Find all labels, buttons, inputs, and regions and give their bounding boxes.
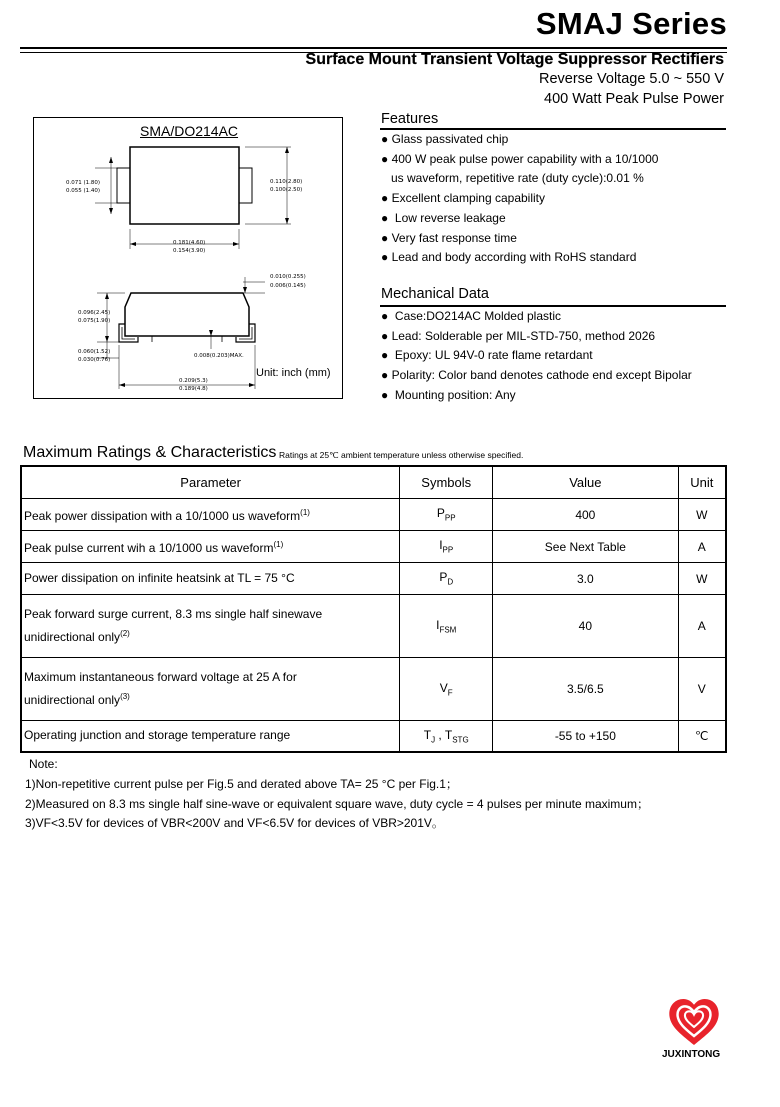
symbol-subscript: J xyxy=(431,734,436,744)
brand-name: JUXINTONG xyxy=(662,1049,721,1060)
dim-lead-thickness-min: 0.006(0.145) xyxy=(270,283,306,289)
table-header-row xyxy=(21,466,726,499)
table-row xyxy=(21,595,726,658)
row-value: -55 to +150 xyxy=(493,721,678,752)
parameter-text: Peak forward surge current, 8.3 ms single half sinewave xyxy=(24,607,323,621)
features-heading: Features xyxy=(381,111,439,127)
dim-body-height-min: 0.100(2.50) xyxy=(270,187,303,193)
dim-height-max: 0.096(2.45) xyxy=(78,310,111,316)
symbol-text-2: , T xyxy=(435,727,453,742)
package-name: SMA/DO214AC xyxy=(140,123,239,139)
symbol-text: V xyxy=(439,680,448,695)
features-list xyxy=(381,130,658,268)
dim-foot-max: 0.060(1.52) xyxy=(78,349,111,355)
header-rule xyxy=(20,47,727,49)
ratings-table xyxy=(20,465,727,753)
note-item: 2)Measured on 8.3 ms single half sine-wave or equivalent square wave, duty cycle = 4 pulses per minute maximum； xyxy=(25,796,649,811)
mechanical-item: ● Mounting position: Any xyxy=(381,387,516,402)
unit-label: Unit: inch (mm) xyxy=(256,367,331,379)
feature-item: ● Glass passivated chip xyxy=(381,132,509,146)
row-value: See Next Table xyxy=(493,531,678,563)
row-value: 3.5/6.5 xyxy=(493,658,678,721)
document-subtitle: Surface Mount Transient Voltage Suppressor Rectifiers xyxy=(305,51,724,68)
mechanical-heading: Mechanical Data xyxy=(381,286,489,302)
row-parameter xyxy=(21,595,400,658)
symbol-text: P xyxy=(436,506,445,521)
row-unit: ℃ xyxy=(678,721,726,752)
row-unit: W xyxy=(678,499,726,531)
symbol-text: P xyxy=(439,570,448,585)
note-item: 1)Non-repetitive current pulse per Fig.5 and derated above TA= 25 °C per Fig.1； xyxy=(25,776,458,791)
feature-item: ● 400 W peak pulse power capability with a 10/1000 xyxy=(381,151,659,166)
symbol-subscript: PP xyxy=(442,545,454,555)
row-symbol xyxy=(400,563,493,595)
dim-total-length-max: 0.209(5.3) xyxy=(179,378,208,384)
notes-section xyxy=(25,755,649,834)
row-symbol xyxy=(400,721,493,752)
row-parameter xyxy=(21,531,400,563)
parameter-text: Maximum instantaneous forward voltage at 25 A for xyxy=(24,670,297,684)
parameter-text: Peak pulse current wih a 10/1000 us waveform xyxy=(24,541,274,555)
peak-power: 400 Watt Peak Pulse Power xyxy=(544,91,724,107)
dim-body-height-max: 0.110(2.80) xyxy=(270,179,303,185)
dim-lead-thickness-max: 0.010(0.255) xyxy=(270,274,306,280)
row-symbol xyxy=(400,658,493,721)
dim-standoff: 0.008(0.203)MAX. xyxy=(194,353,244,359)
row-symbol xyxy=(400,531,493,563)
dim-total-length-min: 0.189(4.8) xyxy=(179,386,208,392)
footnote-ref: (1) xyxy=(300,508,310,517)
note-item: 3)VF<3.5V for devices of VBR<200V and VF<6.5V for devices of VBR>201V。 xyxy=(25,816,444,831)
parameter-text: Operating junction and storage temperature range xyxy=(24,728,291,743)
row-value: 400 xyxy=(493,499,678,531)
parameter-text: Peak power dissipation with a 10/1000 us waveform xyxy=(24,509,301,523)
feature-item: us waveform, repetitive rate (duty cycle):0.01 % xyxy=(381,171,644,186)
row-unit: W xyxy=(678,563,726,595)
feature-item: ● Low reverse leakage xyxy=(381,210,506,225)
notes-heading: Note: xyxy=(29,757,58,771)
column-header-parameter: Parameter xyxy=(21,466,400,499)
mechanical-item: ● Lead: Solderable per MIL-STD-750, method 2026 xyxy=(381,328,656,343)
mechanical-item: ● Epoxy: UL 94V-0 rate flame retardant xyxy=(381,348,593,363)
dim-lead-width-max: 0.071 (1.80) xyxy=(66,180,101,186)
row-parameter xyxy=(21,658,400,721)
dim-lead-width-min: 0.055 (1.40) xyxy=(66,188,101,194)
mechanical-item: ● Case:DO214AC Molded plastic xyxy=(381,309,561,323)
brand-heart-logo-icon xyxy=(666,996,722,1048)
document-title: SMAJ Series xyxy=(535,6,727,41)
feature-item: ● Lead and body according with RoHS standard xyxy=(381,250,637,265)
row-unit: A xyxy=(678,595,726,658)
column-header-unit: Unit xyxy=(678,466,726,499)
parameter-text-line2: unidirectional only xyxy=(24,693,121,707)
dim-body-length-max: 0.181(4.60) xyxy=(173,240,206,246)
row-unit: V xyxy=(678,658,726,721)
feature-item: ● Excellent clamping capability xyxy=(381,191,545,206)
symbol-subscript: PP xyxy=(444,513,456,523)
footnote-ref: (3) xyxy=(120,692,130,701)
dim-height-min: 0.075(1.90) xyxy=(78,318,111,324)
row-symbol xyxy=(400,499,493,531)
reverse-voltage: Reverse Voltage 5.0 ~ 550 V xyxy=(538,71,724,87)
footnote-ref: (2) xyxy=(120,629,130,638)
symbol-subscript: F xyxy=(447,688,453,698)
row-symbol xyxy=(400,595,493,658)
dim-foot-min: 0.030(0.76) xyxy=(78,357,111,363)
column-header-symbols: Symbols xyxy=(400,466,493,499)
ratings-condition: Ratings at 25℃ ambient temperature unless otherwise specified. xyxy=(279,450,524,460)
symbol-text: I xyxy=(439,538,443,553)
dim-body-length-min: 0.154(3.90) xyxy=(173,248,206,254)
row-unit: A xyxy=(678,531,726,563)
column-header-value: Value xyxy=(493,466,678,499)
row-parameter xyxy=(21,499,400,531)
parameter-text: Power dissipation on infinite heatsink at TL = 75 °C xyxy=(24,571,295,585)
table-row xyxy=(21,658,726,721)
footnote-ref: (1) xyxy=(273,540,284,549)
feature-item: ● Very fast response time xyxy=(381,230,517,245)
row-value: 40 xyxy=(493,595,678,658)
symbol-subscript: D xyxy=(447,577,454,587)
table-row xyxy=(21,499,726,531)
table-row xyxy=(21,531,726,563)
row-parameter xyxy=(21,563,400,595)
table-row xyxy=(21,563,726,595)
mechanical-list xyxy=(381,307,692,406)
symbol-subscript: FSM xyxy=(439,625,457,635)
symbol-text: T xyxy=(423,727,432,742)
ratings-title: Maximum Ratings & Characteristics xyxy=(23,444,277,461)
symbol-subscript-2: STG xyxy=(452,734,469,744)
mechanical-item: ● Polarity: Color band denotes cathode end except Bipolar xyxy=(381,368,692,383)
row-parameter xyxy=(21,721,400,752)
symbol-text: I xyxy=(436,617,440,632)
table-row xyxy=(21,721,726,752)
parameter-text-line2: unidirectional only xyxy=(24,630,121,644)
row-value: 3.0 xyxy=(493,563,678,595)
